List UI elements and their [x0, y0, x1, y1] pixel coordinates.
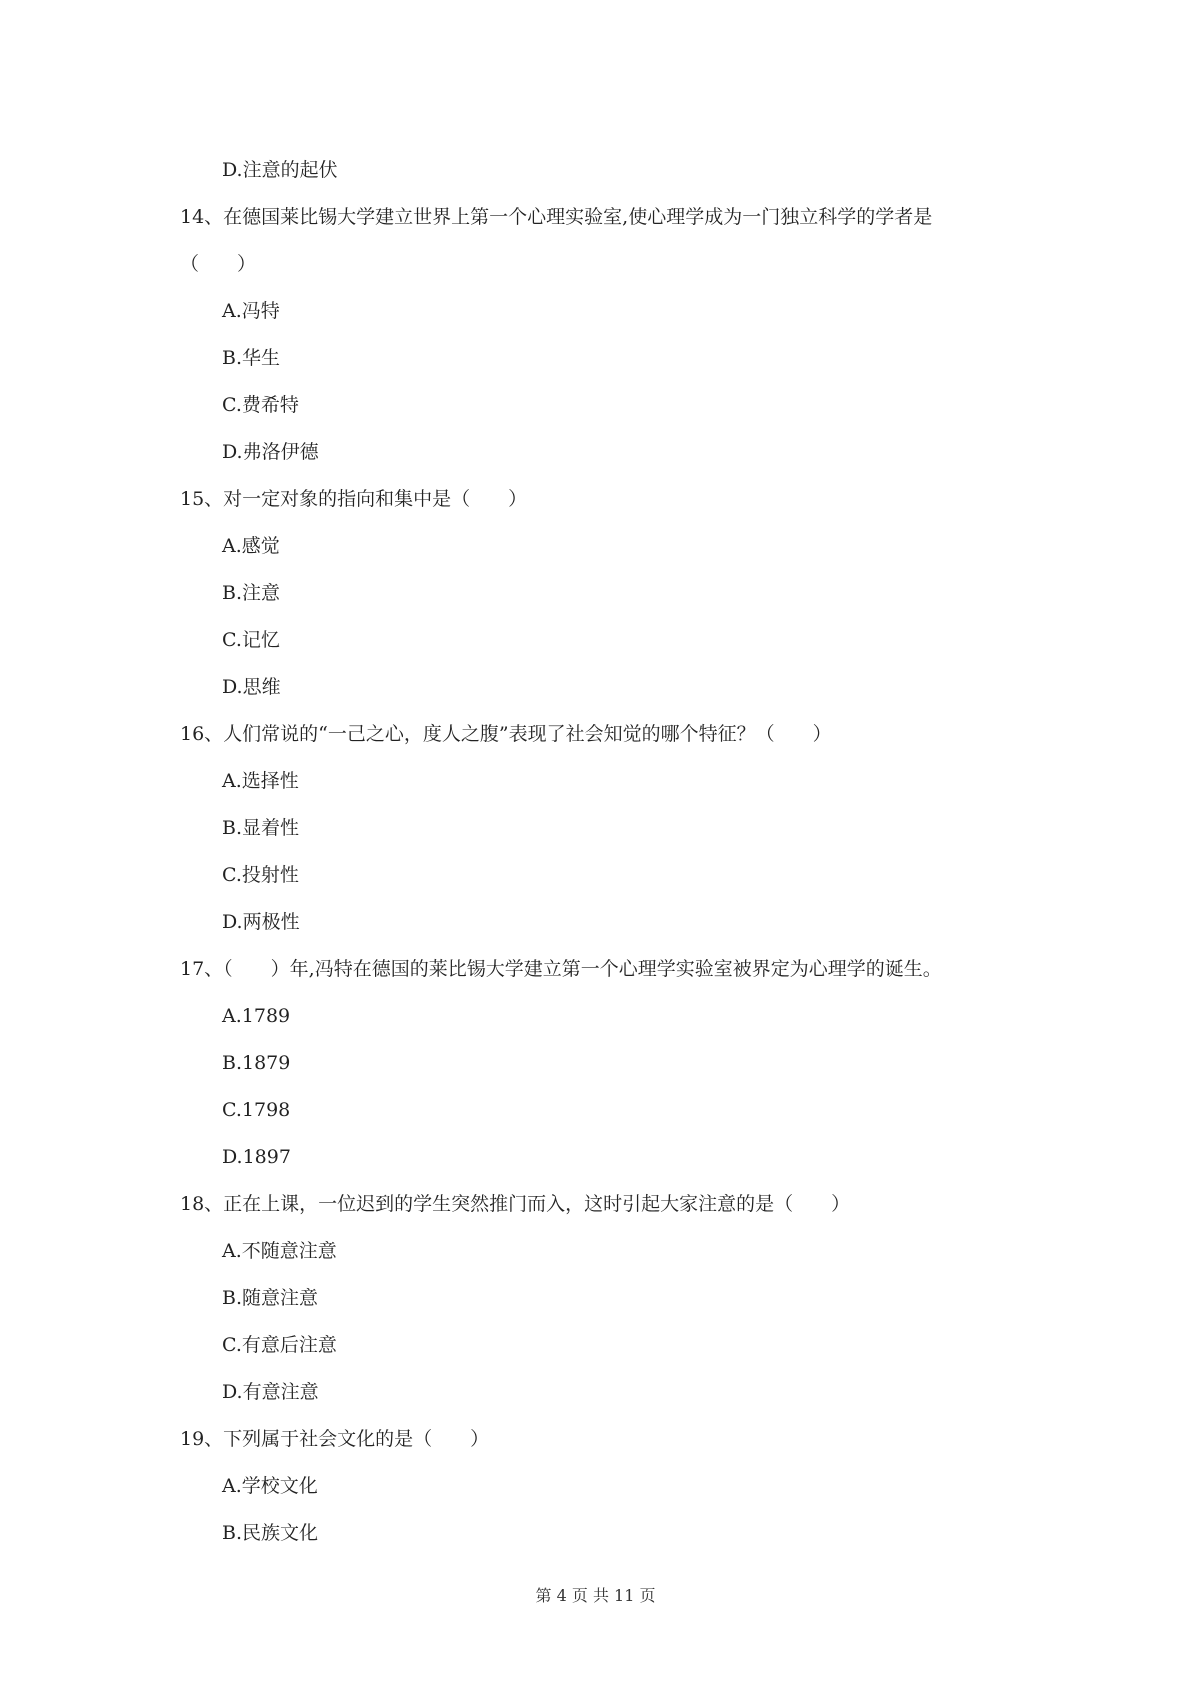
- option-line: B.民族文化: [222, 1522, 319, 1544]
- option-line: C.费希特: [222, 394, 299, 416]
- option-line: C.1798: [222, 1099, 291, 1121]
- question-16: 16、人们常说的“一己之心，度人之腹”表现了社会知觉的哪个特征？（ ）: [180, 723, 832, 745]
- option-line: A.不随意注意: [222, 1240, 337, 1262]
- option-line: A.感觉: [222, 535, 280, 557]
- option-line: A.学校文化: [222, 1475, 318, 1497]
- option-line: A.1789: [222, 1005, 291, 1027]
- question-17: 17、（ ）年,冯特在德国的莱比锡大学建立第一个心理学实验室被界定为心理学的诞生。: [180, 958, 942, 980]
- page-number-footer: 第 4 页 共 11 页: [535, 1586, 656, 1605]
- option-line: A.选择性: [222, 770, 299, 792]
- option-line: B.华生: [222, 347, 281, 369]
- option-line: C.记忆: [222, 629, 280, 651]
- option-line: B.随意注意: [222, 1287, 319, 1309]
- option-line: D.思维: [222, 676, 281, 698]
- question-14: 14、在德国莱比锡大学建立世界上第一个心理实验室,使心理学成为一门独立科学的学者是: [180, 206, 933, 228]
- option-line: B.显着性: [222, 817, 300, 839]
- question-19: 19、下列属于社会文化的是（ ）: [180, 1428, 490, 1450]
- option-line: B.注意: [222, 582, 281, 604]
- option-line: C.投射性: [222, 864, 299, 886]
- option-line: A.冯特: [222, 300, 280, 322]
- option-line: D.两极性: [222, 911, 300, 933]
- option-line: D.1897: [222, 1146, 291, 1168]
- question-15: 15、对一定对象的指向和集中是（ ）: [180, 488, 528, 510]
- option-line: D.弗洛伊德: [222, 441, 319, 463]
- option-line: D.注意的起伏: [222, 159, 338, 181]
- option-line: D.有意注意: [222, 1381, 319, 1403]
- question-14-blank: （ ）: [180, 253, 257, 275]
- option-line: B.1879: [222, 1052, 291, 1074]
- question-18: 18、正在上课，一位迟到的学生突然推门而入，这时引起大家注意的是（ ）: [180, 1193, 851, 1215]
- option-line: C.有意后注意: [222, 1334, 337, 1356]
